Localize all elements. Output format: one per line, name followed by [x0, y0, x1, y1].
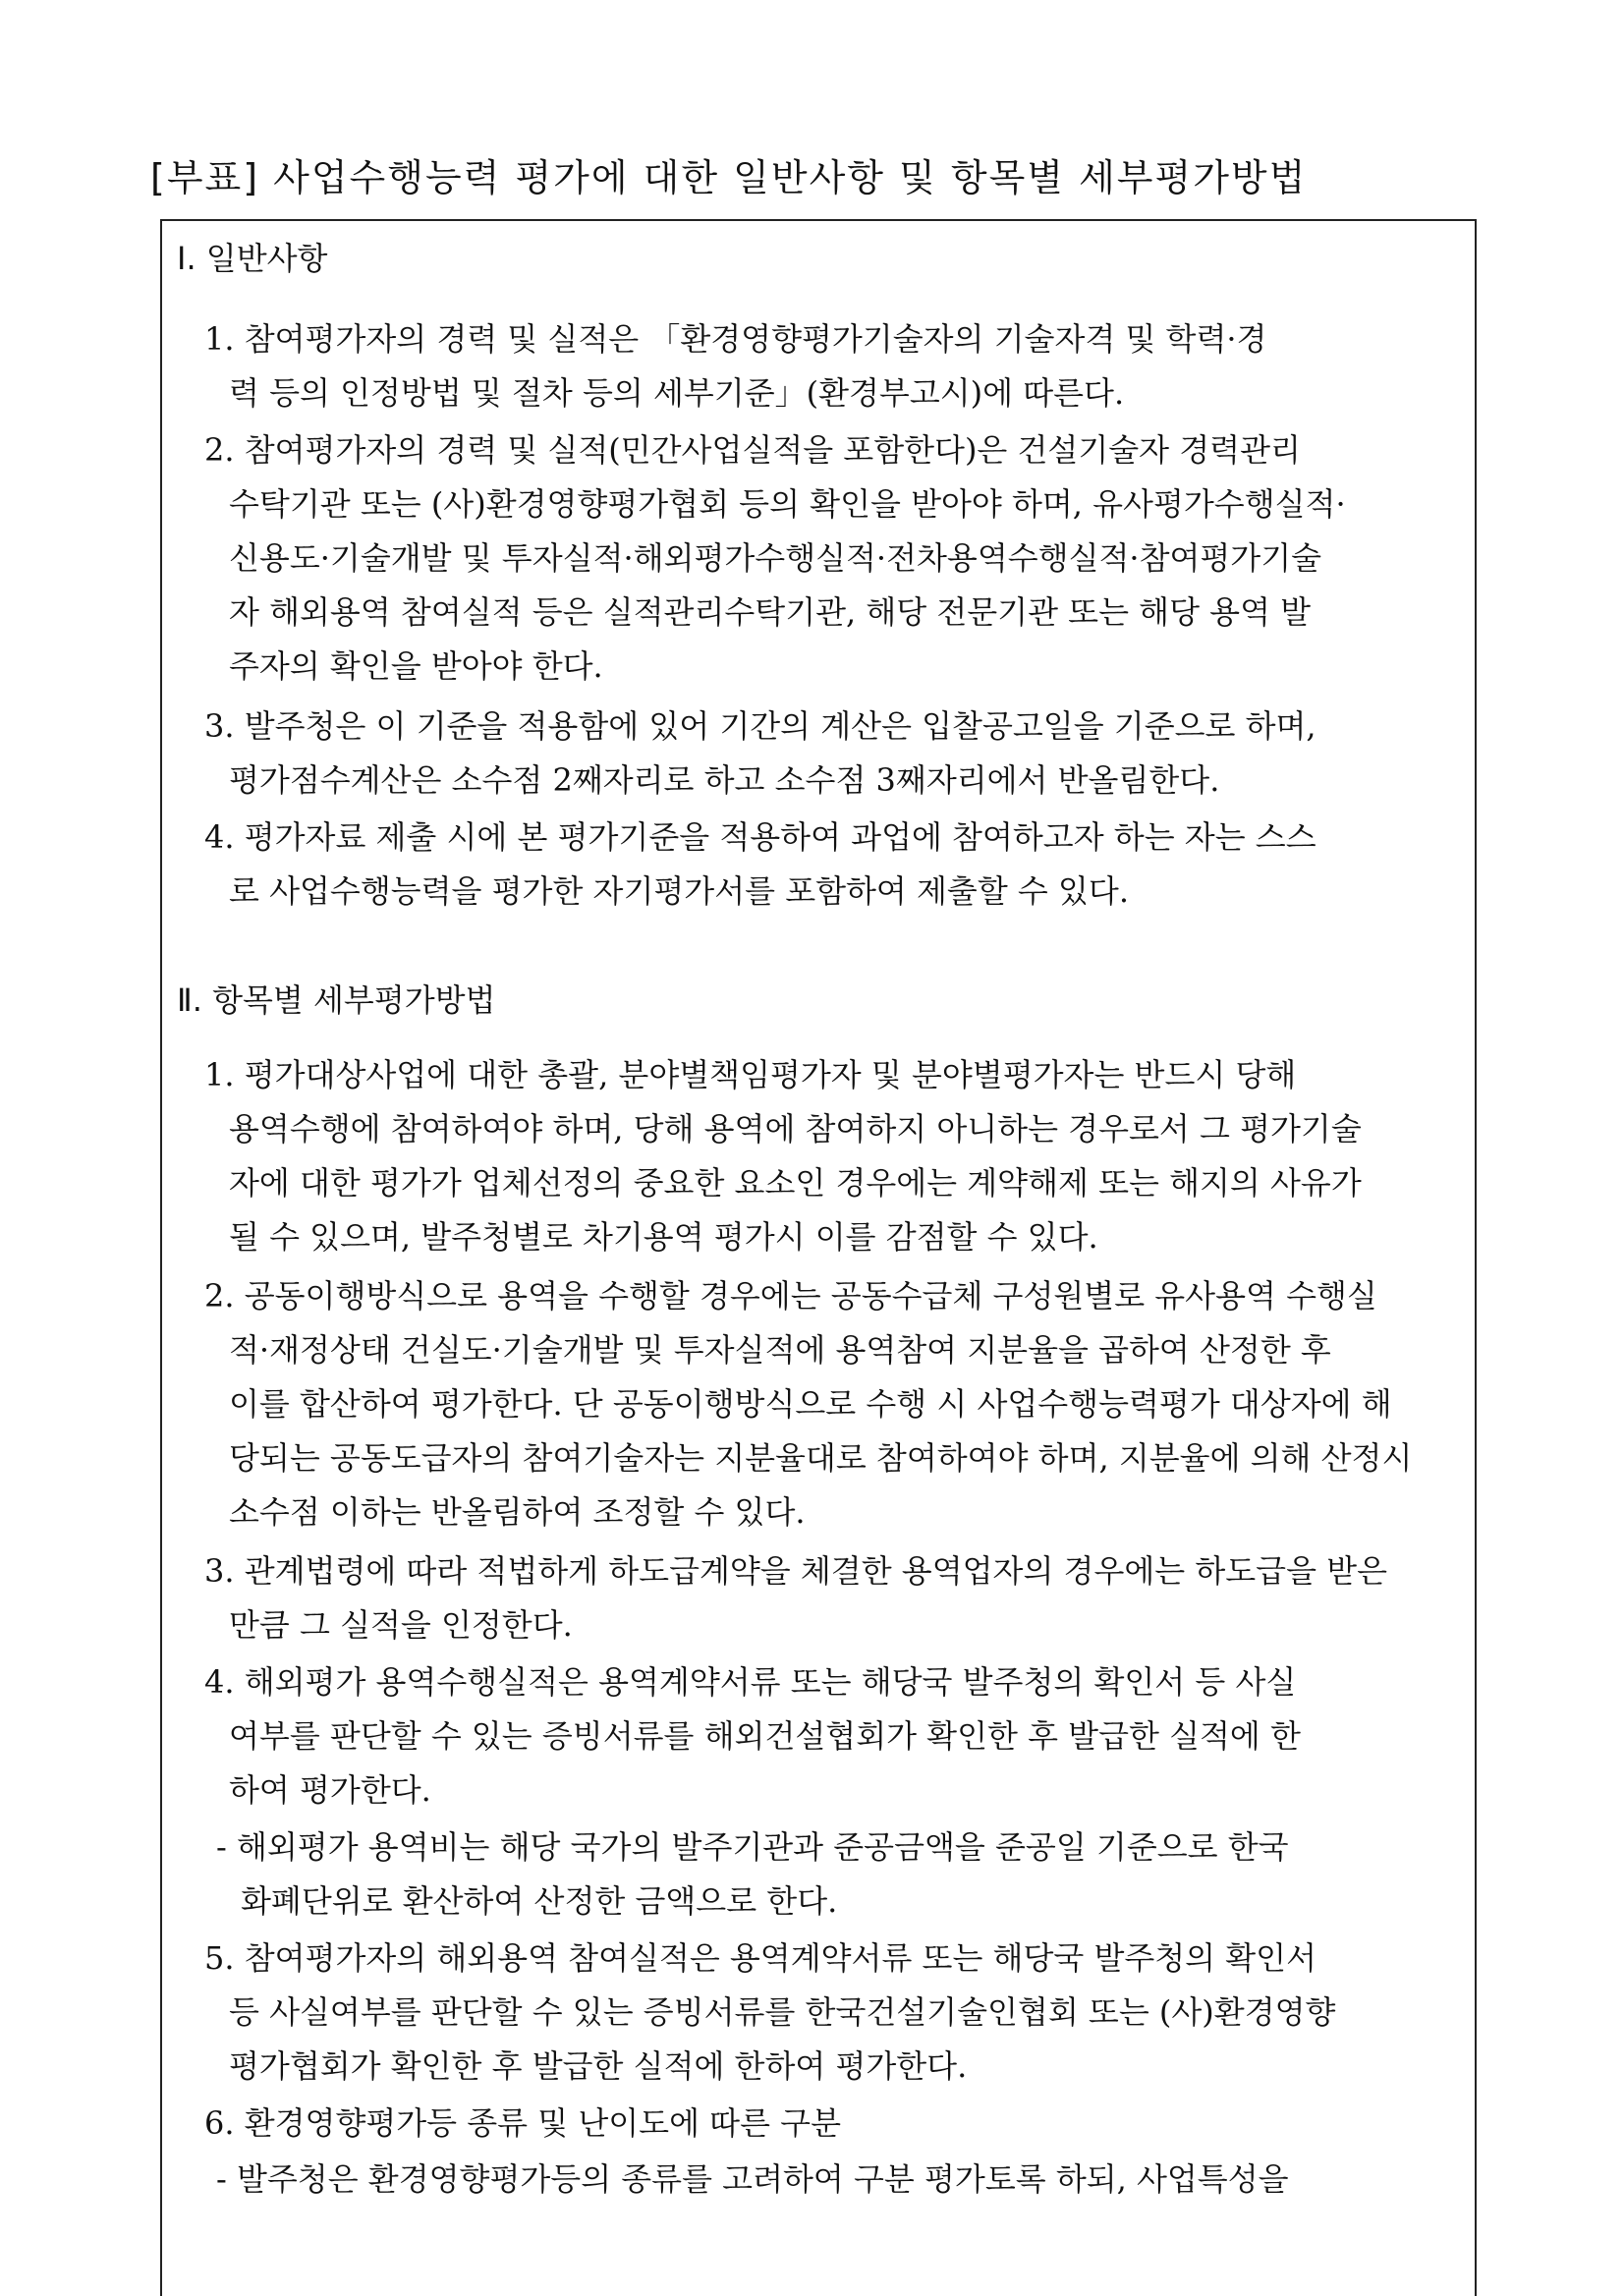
item-line: 력 등의 인정방법 및 절차 등의 세부기준」(환경부고시)에 따른다. — [229, 374, 1125, 412]
item-line: 여부를 판단할 수 있는 증빙서류를 해외건설협회가 확인한 후 발급한 실적에 한 — [229, 1717, 1301, 1755]
evaluation-item-3 — [204, 1544, 1472, 1652]
item-line: 평가협회가 확인한 후 발급한 실적에 한하여 평가한다. — [229, 2047, 968, 2085]
item-line: 만큼 그 실적을 인정한다. — [229, 1606, 573, 1644]
general-item-1 — [204, 312, 1472, 420]
evaluation-item-5 — [204, 1932, 1472, 2094]
general-item-4 — [204, 811, 1472, 919]
item-line: 2. 참여평가자의 경력 및 실적(민간사업실적을 포함한다)은 건설기술자 경력관리 — [204, 431, 1301, 469]
item-line: - 해외평가 용역비는 해당 국가의 발주기관과 준공금액을 준공일 기준으로 한국 — [216, 1828, 1289, 1866]
item-line: 용역수행에 참여하여야 하며, 당해 용역에 참여하지 아니하는 경우로서 그 평가기술 — [229, 1110, 1362, 1148]
item-line: 1. 참여평가자의 경력 및 실적은 「환경영향평가기술자의 기술자격 및 학력·경 — [204, 320, 1267, 358]
item-line: 소수점 이하는 반올림하여 조정할 수 있다. — [229, 1493, 806, 1531]
general-item-3 — [204, 700, 1472, 808]
item-line: 5. 참여평가자의 해외용역 참여실적은 용역계약서류 또는 해당국 발주청의 확인서 — [204, 1939, 1317, 1977]
section-heading-general: Ⅰ. 일반사항 — [177, 240, 328, 277]
evaluation-item-6 — [204, 2097, 1472, 2151]
general-item-2 — [204, 423, 1472, 694]
item-line: 화폐단위로 환산하여 산정한 금액으로 한다. — [241, 1882, 838, 1920]
item-line: 로 사업수행능력을 평가한 자기평가서를 포함하여 제출할 수 있다. — [229, 872, 1130, 910]
item-line: - 발주청은 환경영향평가등의 종류를 고려하여 구분 평가토록 하되, 사업특성을 — [216, 2160, 1289, 2198]
item-line: 등 사실여부를 판단할 수 있는 증빙서류를 한국건설기술인협회 또는 (사)환경영향 — [229, 1993, 1336, 2031]
item-line: 1. 평가대상사업에 대한 총괄, 분야별책임평가자 및 분야별평가자는 반드시 당해 — [204, 1056, 1297, 1093]
item-line: 자에 대한 평가가 업체선정의 중요한 요소인 경우에는 계약해제 또는 해지의 사유가 — [229, 1164, 1362, 1202]
item-line: 적·재정상태 건실도·기술개발 및 투자실적에 용역참여 지분율을 곱하여 산정한 후 — [229, 1331, 1331, 1369]
evaluation-item-6-note — [216, 2153, 1484, 2207]
evaluation-item-4-note — [216, 1820, 1484, 1929]
section-heading-detailed-evaluation: Ⅱ. 항목별 세부평가방법 — [177, 981, 496, 1019]
item-line: 당되는 공동도급자의 참여기술자는 지분율대로 참여하여야 하며, 지분율에 의해 산정시 — [229, 1439, 1413, 1477]
evaluation-item-4 — [204, 1655, 1472, 1818]
item-line: 이를 합산하여 평가한다. 단 공동이행방식으로 수행 시 사업수행능력평가 대상자에 해 — [229, 1385, 1392, 1423]
item-line: 4. 평가자료 제출 시에 본 평가기준을 적용하여 과업에 참여하고자 하는 자는 스스 — [204, 818, 1316, 856]
document-title: [부표] 사업수행능력 평가에 대한 일반사항 및 항목별 세부평가방법 — [150, 156, 1308, 199]
item-line: 2. 공동이행방식으로 용역을 수행할 경우에는 공동수급체 구성원별로 유사용역 수행실 — [204, 1277, 1377, 1315]
evaluation-item-1 — [204, 1048, 1472, 1264]
item-line: 평가점수계산은 소수점 2째자리로 하고 소수점 3째자리에서 반올림한다. — [229, 761, 1220, 799]
item-line: 수탁기관 또는 (사)환경영향평가협회 등의 확인을 받아야 하며, 유사평가수행실적· — [229, 485, 1346, 523]
item-line: 주자의 확인을 받아야 한다. — [229, 647, 603, 685]
item-line: 하여 평가한다. — [229, 1771, 431, 1809]
item-line: 자 해외용역 참여실적 등은 실적관리수탁기관, 해당 전문기관 또는 해당 용역 발 — [229, 593, 1312, 631]
item-line: 될 수 있으며, 발주청별로 차기용역 평가시 이를 감점할 수 있다. — [229, 1218, 1098, 1256]
item-line: 3. 관계법령에 따라 적법하게 하도급계약을 체결한 용역업자의 경우에는 하도급을 받은 — [204, 1552, 1388, 1590]
item-line: 6. 환경영향평가등 종류 및 난이도에 따른 구분 — [204, 2104, 841, 2142]
item-line: 3. 발주청은 이 기준을 적용함에 있어 기간의 계산은 입찰공고일을 기준으로 하며, — [204, 707, 1316, 745]
item-line: 신용도·기술개발 및 투자실적·해외평가수행실적·전차용역수행실적·참여평가기술 — [229, 539, 1322, 577]
item-line: 4. 해외평가 용역수행실적은 용역계약서류 또는 해당국 발주청의 확인서 등 사실 — [204, 1663, 1297, 1701]
evaluation-item-2 — [204, 1269, 1472, 1540]
